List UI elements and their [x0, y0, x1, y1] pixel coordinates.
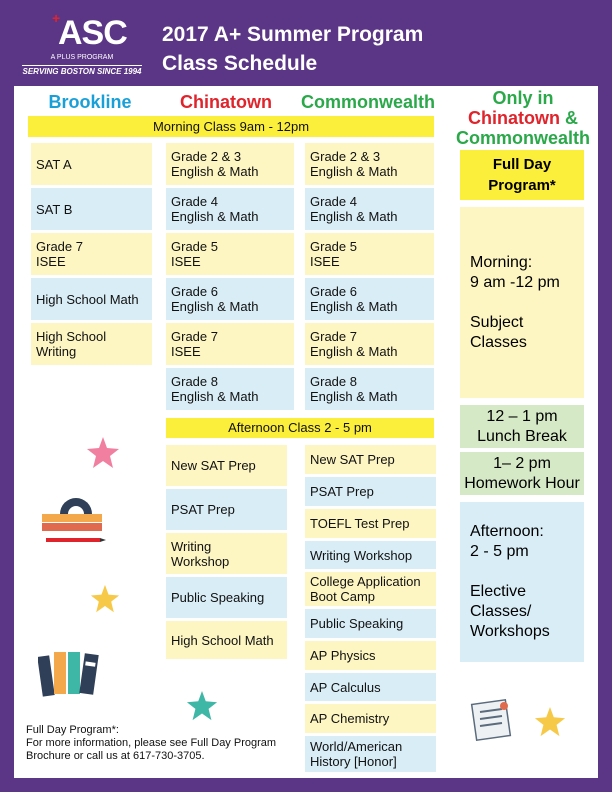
logo-plus: + [52, 10, 61, 26]
lunch-break-block: 12 – 1 pm Lunch Break [460, 405, 584, 448]
morning-block: Morning: 9 am -12 pm Subject Classes [460, 207, 584, 398]
commonwealth-afternoon-class: Public Speaking [305, 609, 436, 638]
logo [22, 10, 142, 76]
chinatown-afternoon-class: New SAT Prep [166, 445, 287, 486]
chinatown-morning-class: Grade 7 ISEE [166, 323, 294, 365]
commonwealth-afternoon-class: AP Calculus [305, 673, 436, 701]
chinatown-morning-class: Grade 2 & 3 English & Math [166, 143, 294, 185]
chinatown-morning-class: Grade 5 ISEE [166, 233, 294, 275]
commonwealth-afternoon-class: World/American History [Honor] [305, 736, 436, 772]
brookline-class: Grade 7 ISEE [31, 233, 152, 275]
brookline-class: SAT A [31, 143, 152, 185]
star-pink-icon [86, 436, 120, 470]
afternoon-class-bar: Afternoon Class 2 - 5 pm [166, 418, 434, 438]
chinatown-afternoon-class: Writing Workshop [166, 533, 287, 574]
commonwealth-afternoon-class: PSAT Prep [305, 477, 436, 506]
column-commonwealth: Commonwealth [300, 92, 435, 112]
commonwealth-morning-class: Grade 5 ISEE [305, 233, 434, 275]
morning-class-bar: Morning Class 9am - 12pm [28, 116, 434, 137]
commonwealth-morning-class: Grade 8 English & Math [305, 368, 434, 410]
footnote: Full Day Program*: For more information, please see Full Day Program Brochure or call us at 617-730-3705. [26, 724, 277, 762]
only-in-heading: Only in Chinatown & Commonwealth [456, 88, 591, 148]
notebook-icon [468, 698, 514, 742]
chinatown-afternoon-class: PSAT Prep [166, 489, 287, 530]
commonwealth-afternoon-class: College Application Boot Camp [305, 572, 436, 606]
chinatown-morning-class: Grade 8 English & Math [166, 368, 294, 410]
commonwealth-morning-class: Grade 4 English & Math [305, 188, 434, 230]
commonwealth-afternoon-class: AP Chemistry [305, 704, 436, 733]
logo-tagline: SERVING BOSTON SINCE 1994 [22, 67, 142, 76]
column-chinatown: Chinatown [180, 92, 272, 112]
page-title [162, 20, 423, 78]
chinatown-morning-class: Grade 6 English & Math [166, 278, 294, 320]
commonwealth-morning-class: Grade 2 & 3 English & Math [305, 143, 434, 185]
title-line-1: 2017 A+ Summer Program [162, 23, 424, 46]
commonwealth-afternoon-class: AP Physics [305, 641, 436, 670]
logo-mark: ASC [58, 14, 127, 52]
afternoon-block: Afternoon: 2 - 5 pm Elective Classes/ Workshops [460, 502, 584, 662]
stationery-icon [40, 492, 106, 548]
star-yellow-icon [534, 706, 566, 738]
header [0, 0, 612, 86]
star-yellow-icon [90, 584, 120, 614]
brookline-class: SAT B [31, 188, 152, 230]
books-icon [38, 648, 104, 698]
star-teal-icon [186, 690, 218, 722]
logo-subtitle: A PLUS PROGRAM [50, 54, 114, 61]
commonwealth-afternoon-class: TOEFL Test Prep [305, 509, 436, 538]
commonwealth-morning-class: Grade 6 English & Math [305, 278, 434, 320]
brookline-class: High School Math [31, 278, 152, 320]
commonwealth-afternoon-class: New SAT Prep [305, 445, 436, 474]
commonwealth-afternoon-class: Writing Workshop [305, 541, 436, 569]
homework-hour-block: 1– 2 pm Homework Hour [460, 452, 584, 495]
title-line-2: Class Schedule [162, 52, 318, 75]
chinatown-afternoon-class: Public Speaking [166, 577, 287, 618]
chinatown-afternoon-class: High School Math [166, 621, 287, 659]
brookline-class: High School Writing [31, 323, 152, 365]
column-brookline: Brookline [48, 92, 132, 112]
chinatown-morning-class: Grade 4 English & Math [166, 188, 294, 230]
commonwealth-morning-class: Grade 7 English & Math [305, 323, 434, 365]
full-day-program-label: Full Day Program* [460, 150, 584, 200]
